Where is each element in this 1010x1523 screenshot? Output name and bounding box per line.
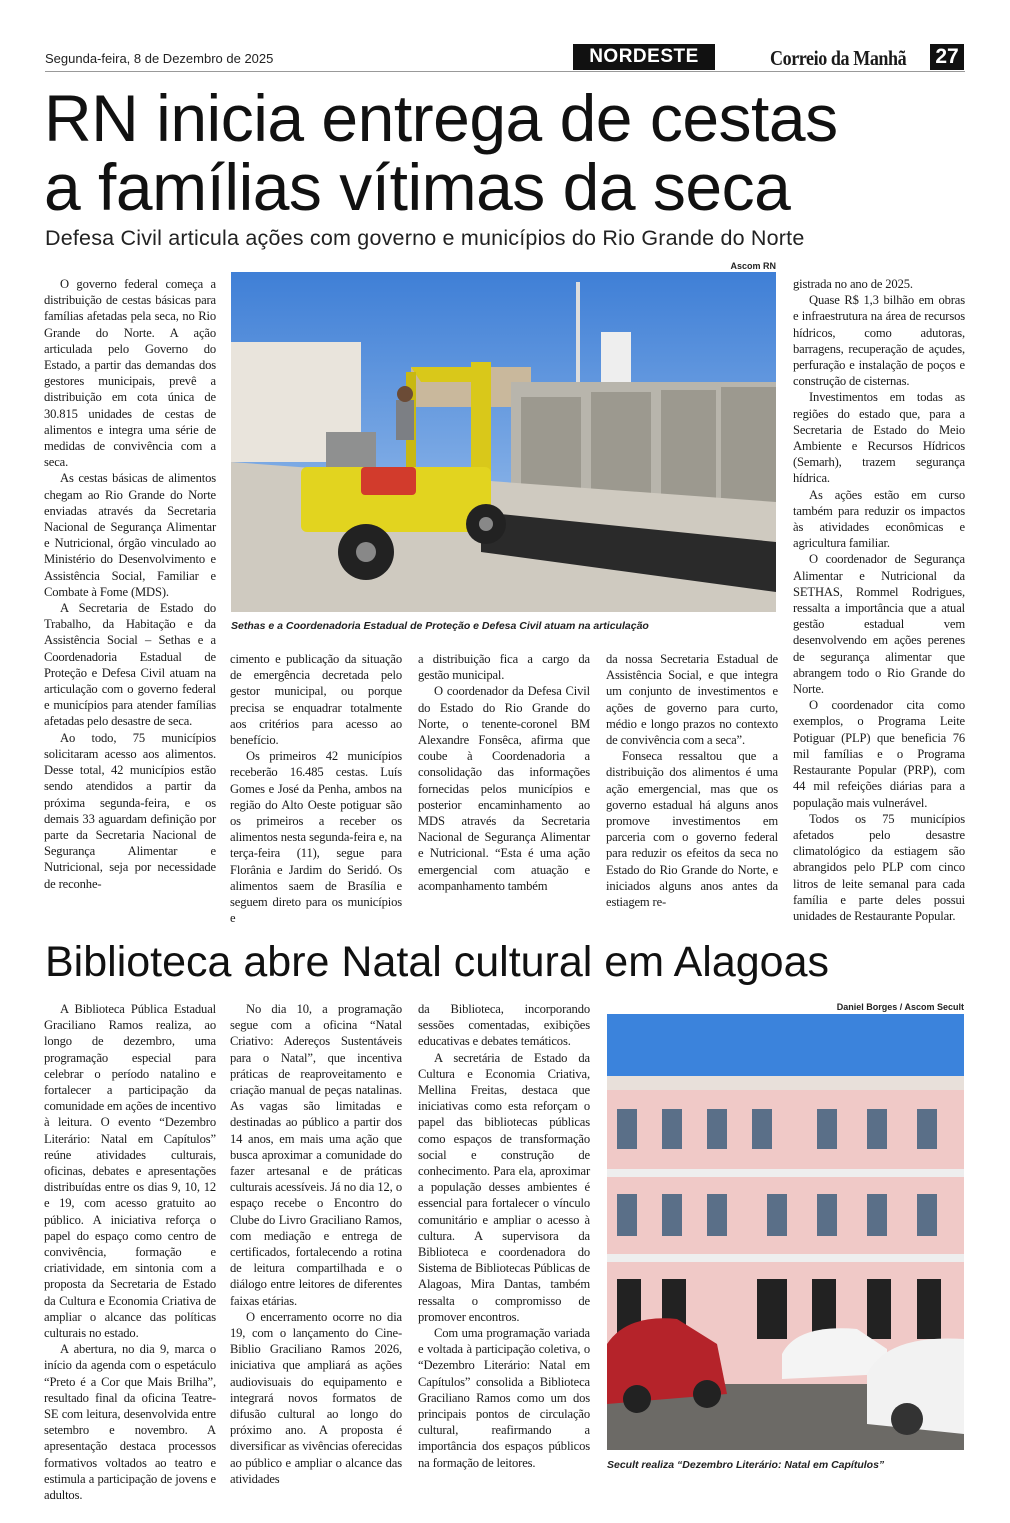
paragraph: Investimentos em todas as regiões do estado que, para a Secretaria de Estado do Meio Ambiente e Recursos Hídricos (Semarh), trazem segurança hídrica. — [793, 390, 965, 486]
paragraph: O coordenador cita como exemplos, o Programa Leite Potiguar (PLP) que beneficia 76 mil famílias e o Programa Restaurante Popular (PRP), com 44 mil refeições diárias para a população mais vulnerável. — [793, 698, 965, 810]
paragraph: gistrada no ano de 2025. — [793, 277, 913, 291]
paragraph: da nossa Secretaria Estadual de Assistência Social, e que integra um conjunto de investimentos e ações de governo para curto, médio e longo prazos no contexto de convivência com a seca”. — [606, 652, 778, 748]
article2-headline: Biblioteca abre Natal cultural em Alagoas — [45, 938, 829, 986]
paragraph: O coordenador de Segurança Alimentar e Nutricional da SETHAS, Rommel Rodrigues, ressalta a importância que a atual gestão estadual vem desenvolvendo em ações perenes de segurança alimentar que abrangem todo o Rio Grande do Norte. — [793, 552, 965, 697]
photo-caption: Secult realiza “Dezembro Literário: Natal em Capítulos” — [607, 1459, 885, 1471]
paragraph: Todos os 75 municípios afetados pelo desastre climatológico da estiagem são abrangidos pelo PLP com cinco litros de leite semanal para cada família e parte deles possui unidades de Restaurante Popular. — [793, 811, 965, 923]
article2-column-3 — [418, 1001, 590, 1471]
article1-column-5 — [793, 276, 965, 924]
paragraph: a distribuição fica a cargo da gestão municipal. — [418, 652, 590, 683]
paragraph: Os primeiros 42 municípios receberão 16.485 cestas. Luís Gomes e José da Penha, ambos na região do Alto Oeste potiguar são os primeiros a receber os alimentos nesta segunda-feira e, na terça-feira (11), segue para Florânia e Jardim do Seridó. Os alimentos saem de Brasília e seguem direto para os municípios e — [230, 749, 402, 926]
paragraph: No dia 10, a programação segue com a oficina “Natal Criativo: Adereços Sustentáveis para o Natal”, que incentiva práticas de reaproveitamento e criação manual de peças natalinas. As vagas são limitadas e destinadas ao público a partir dos 14 anos, em mais uma ação que busca aproximar a comunidade do fazer artesanal e de práticas culturais acessíveis. Já no dia 12, o espaço recebe o Encontro do Clube do Livro Graciliano Ramos, com mediação e entrega de certificados, fortalecendo a rotina de leitura compartilhada e o diálogo entre leitores de diferentes faixas etárias. — [230, 1002, 402, 1308]
paragraph: O governo federal começa a distribuição de cestas básicas para famílias afetadas pela seca, no Rio Grande do Norte. A ação articulada pelo Governo do Estado, a partir das demandas dos gestores municipais, prevê a distribuição em cota única de 30.815 unidades de cestas de alimentos e integra uma série de medidas de convivência com a seca. — [44, 277, 216, 470]
paragraph: Ao todo, 75 municípios solicitaram acesso aos alimentos. Desse total, 42 municípios estão sendo atendidos a partir da próxima segunda-feira, e os demais 33 aguardam definição por parte da Secretaria Nacional de Segurança Alimentar e Nutricional, seja por necessidade de reconhe- — [44, 730, 216, 891]
paragraph: As cestas básicas de alimentos chegam ao Rio Grande do Norte enviadas através da Secretaria Nacional de Segurança Alimentar e Nutricional, órgão vinculado ao Ministério do Desenvolvimento e Assistência Social, Familiar e Combate à Fome (MDS). — [44, 471, 216, 599]
paragraph: O encerramento ocorre no dia 19, com o lançamento do Cine-Biblio Graciliano Ramos 2026, iniciativa que ampliará as ações audiovisuais do equipamento e integrará novos formatos de difusão cultural ao longo do próximo ano. A proposta é diversificar as vivências oferecidas ao público e ampliar o alcance das atividades — [230, 1309, 402, 1486]
library-building-photo — [607, 1014, 964, 1450]
article1-headline — [44, 81, 974, 224]
paragraph: A Biblioteca Pública Estadual Graciliano Ramos realiza, ao longo de dezembro, uma programação especial para celebrar o período natalino e fortalecer a participação da comunidade em ações de incentivo à leitura. O evento “Dezembro Literário: Natal em Capítulos” reúne atividades culturais, oficinas, debates e apresentações distribuídas entre os dias 9, 10, 12 e 19, com acesso gratuito ao público. A iniciativa reforça o papel do espaço como centro de convivência, formação e criatividade, em sintonia com a proposta da Secretaria de Estado da Cultura e Economia Criativa de ampliar o alcance das políticas culturais no estado. — [44, 1002, 216, 1341]
paragraph: Quase R$ 1,3 bilhão em obras e infraestrutura na área de recursos hídricos, como adutoras, barragens, recuperação de açudes, perfuração e instalação de poços e construção de cisternas. — [793, 293, 965, 389]
photo-credit: Ascom RN — [730, 261, 776, 271]
headline-line: RN inicia entrega de cestas — [44, 81, 838, 155]
paragraph: A secretária de Estado da Cultura e Economia Criativa, Mellina Freitas, destaca que iniciativas como esta reforçam o papel das bibliotecas públicas como espaços de transformação social e construção de conhecimento. Para ela, aproximar a população desses ambientes é essencial para fortalecer o vínculo comunitário e ampliar o acesso à cultura. A supervisora da Biblioteca e coordenadora do Sistema de Bibliotecas Públicas de Alagoas, Mira Dantas, também ressalta o compromisso de promover encontros. — [418, 1050, 590, 1324]
forklift-photo — [231, 272, 776, 612]
article2-column-1 — [44, 1001, 216, 1503]
paragraph: As ações estão em curso também para reduzir os impactos às atividades econômicas e agricultura familiar. — [793, 487, 965, 551]
paragraph: A abertura, no dia 9, marca o início da agenda com o espetáculo “Preto é a Cor que Mais Brilha”, resultado final da oficina Teatre-SE com leitura, desenvolvida entre setembro e novembro. A apresentação destaca processos formativos voltados ao teatro e estimula a participação de jovens e adultos. — [44, 1342, 216, 1503]
photo-credit: Daniel Borges / Ascom Secult — [836, 1002, 964, 1012]
paragraph: da Biblioteca, incorporando sessões comentadas, exibições educativas e debates temáticos. — [418, 1002, 590, 1049]
paragraph: Com uma programação variada e voltada à participação coletiva, o “Dezembro Literário: Natal em Capítulos” consolida a Biblioteca Graciliano Ramos como um dos principais pontos de circulação cultural, reafirmando a importância dos espaços públicos na formação de leitores. — [418, 1326, 590, 1470]
article1-column-4 — [606, 651, 778, 910]
paragraph: Fonseca ressaltou que a distribuição dos alimentos é uma ação emergencial, mas que os governo estadual há alguns anos promove investimentos em parceria com o governo federal para reduzir os efeitos da seca no Estado do Rio Grande do Norte, e iniciados alguns anos antes da estiagem re- — [606, 749, 778, 910]
article2 — [45, 938, 965, 1513]
article1-subhead: Defesa Civil articula ações com governo e municípios do Rio Grande do Norte — [45, 226, 805, 250]
page-number: 27 — [930, 44, 964, 70]
article1-column-1 — [44, 276, 216, 892]
article1-column-3 — [418, 651, 590, 894]
article1-column-2 — [230, 651, 402, 926]
section-label: NORDESTE — [573, 44, 715, 70]
header-rule — [45, 71, 965, 72]
newspaper-logo: Correio da Manhã — [770, 46, 907, 70]
article2-column-2 — [230, 1001, 402, 1487]
paragraph: A Secretaria de Estado do Trabalho, da Habitação e da Assistência Social – Sethas e a Coordenadoria Estadual de Proteção e Defesa Civil atuam na articulação com o governo federal e municípios para atender famílias afetadas pelo desastre de seca. — [44, 601, 216, 729]
issue-date: Segunda-feira, 8 de Dezembro de 2025 — [45, 51, 274, 66]
paragraph: O coordenador da Defesa Civil do Estado do Rio Grande do Norte, o tenente-coronel BM Alexandre Fonsêca, afirma que coube à Coordenadoria a consolidação das informações fornecidas pelos municípios e posterior encaminhamento ao MDS através da Secretaria Nacional de Segurança Alimentar e Nutricional. “Esta é uma ação emergencial com atuação e acompanhamento também — [418, 684, 590, 893]
headline-line: a famílias vítimas da seca — [44, 150, 791, 224]
paragraph: cimento e publicação da situação de emergência decretada pelo gestor municipal, ou porque precisa se enquadrar totalmente aos critérios para acesso ao benefício. — [230, 652, 402, 748]
photo-caption: Sethas e a Coordenadoria Estadual de Proteção e Defesa Civil atuam na articulação — [231, 620, 649, 632]
